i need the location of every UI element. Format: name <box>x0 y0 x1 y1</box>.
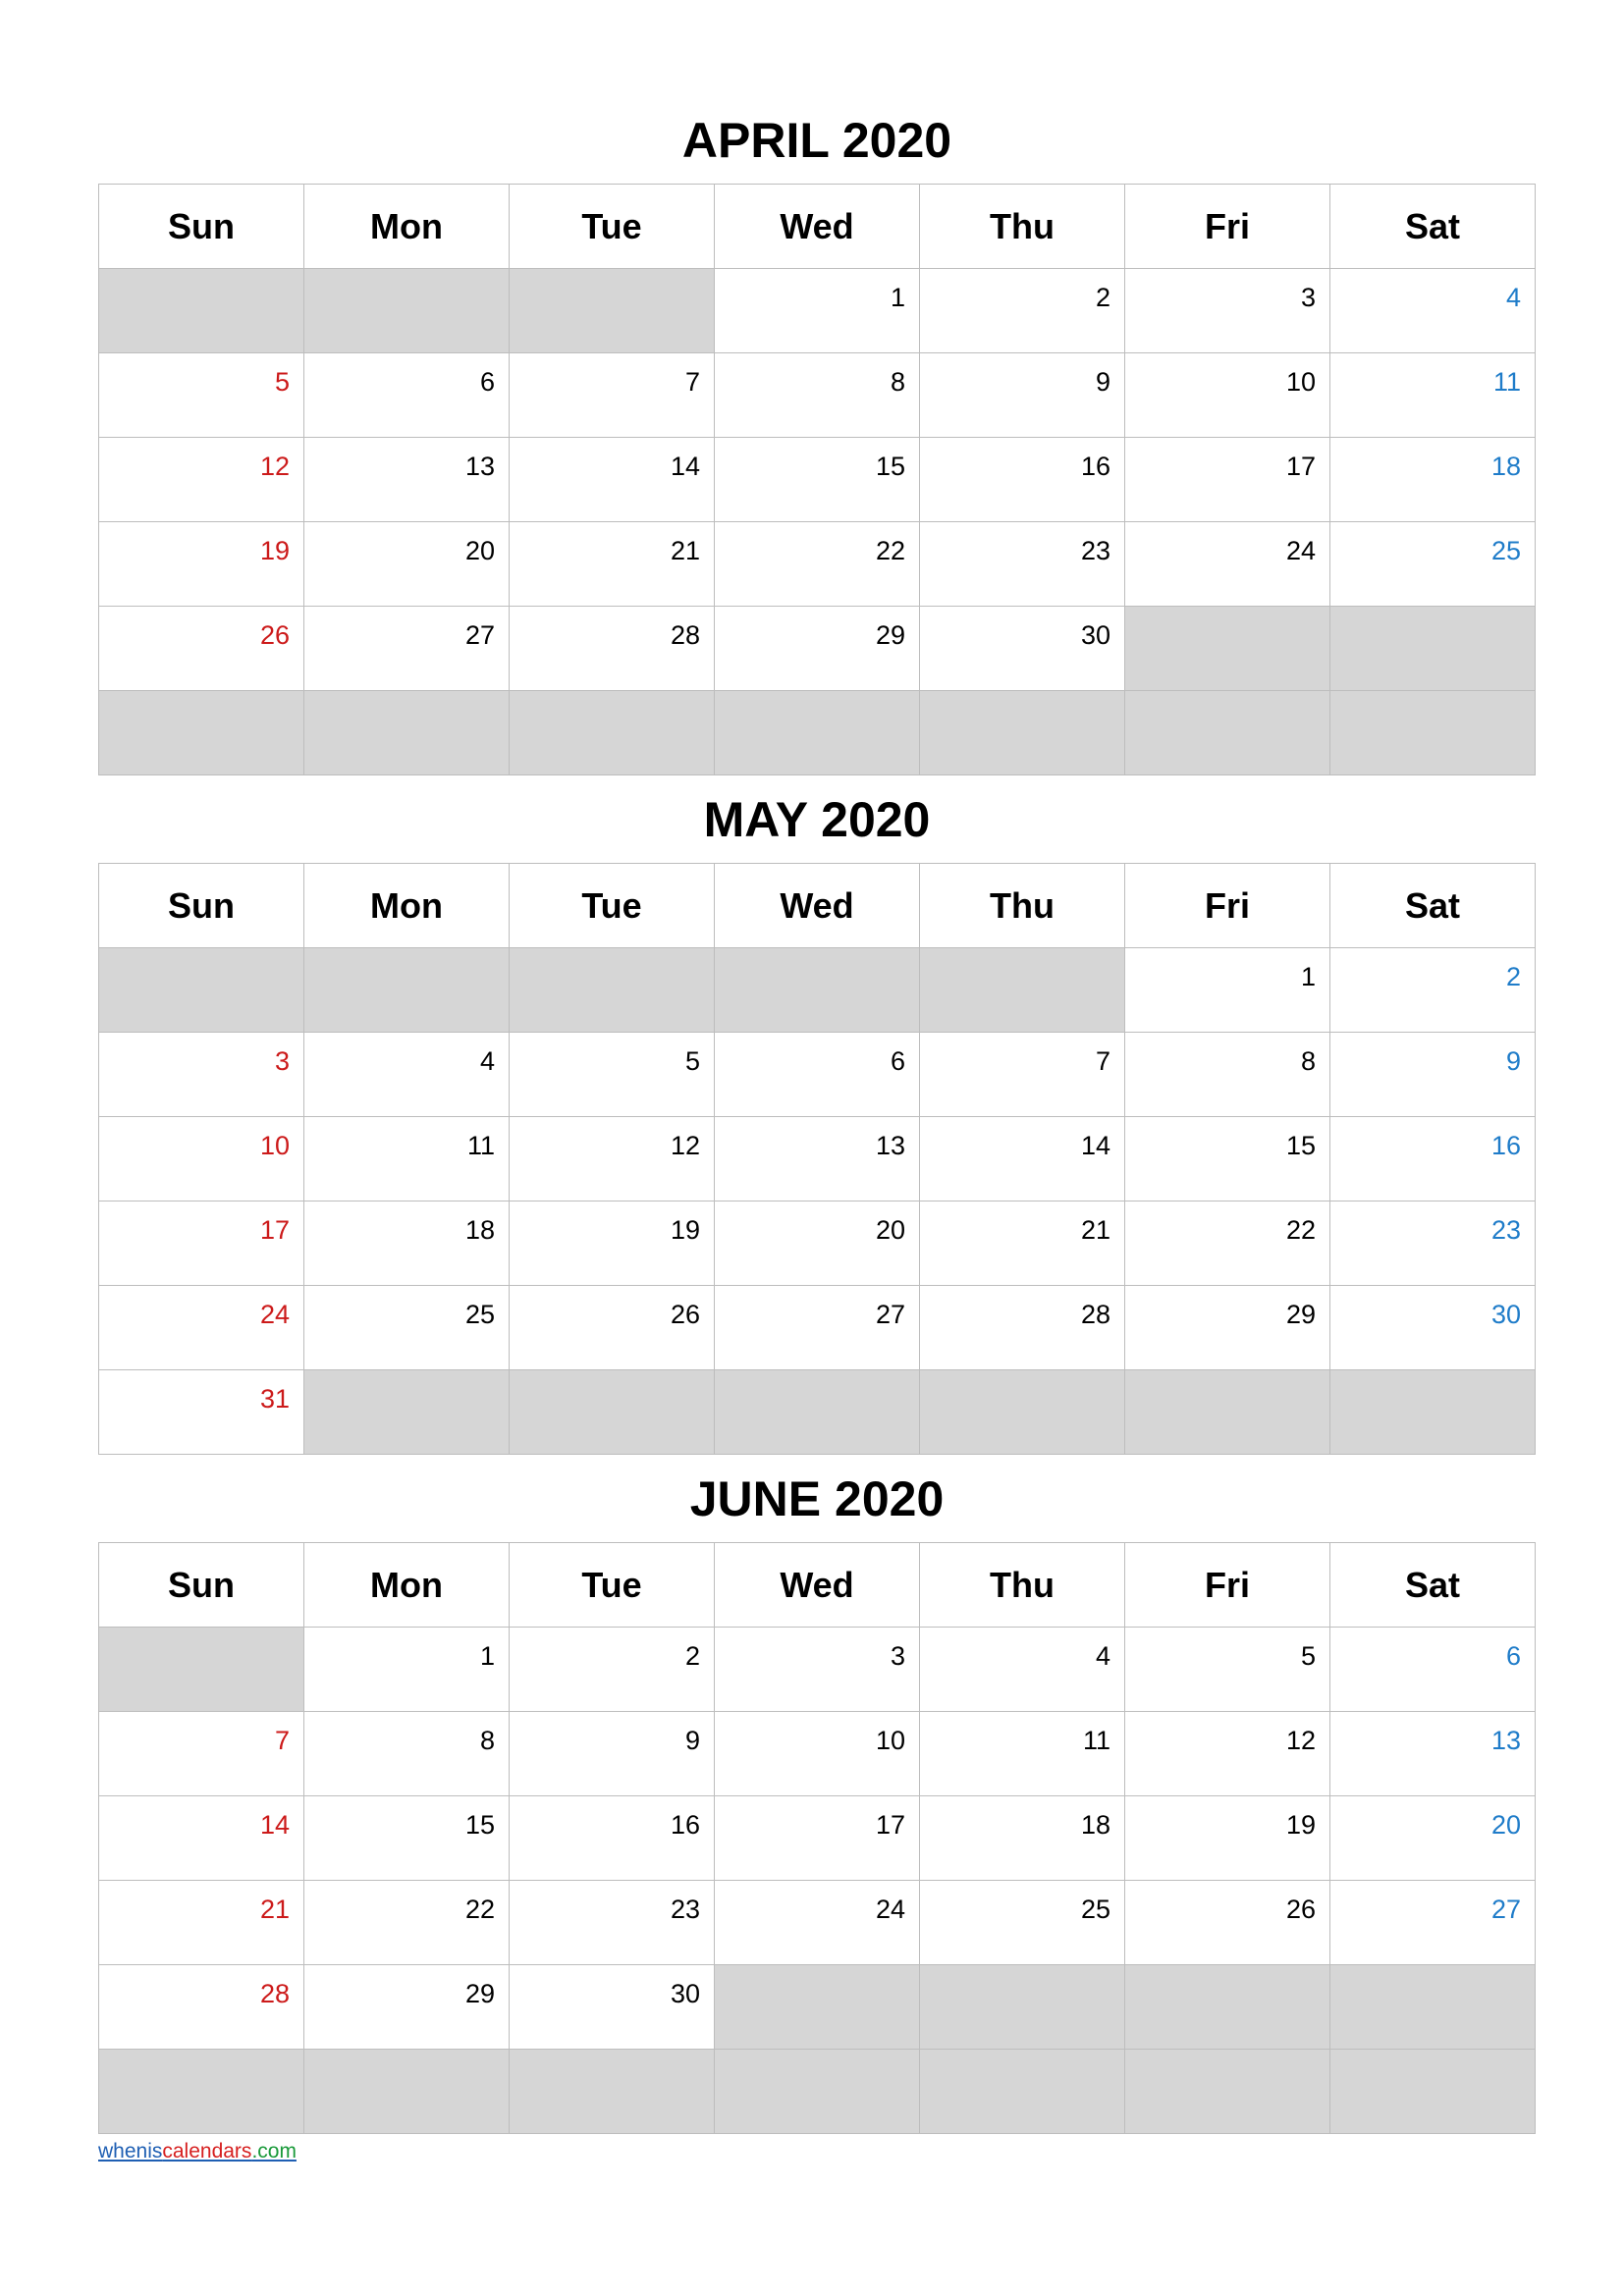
week-row <box>99 1628 1536 1712</box>
day-cell <box>715 607 920 691</box>
day-cell <box>1330 269 1536 353</box>
day-cell <box>1125 1628 1330 1712</box>
day-number: 22 <box>1285 1215 1316 1245</box>
day-number: 18 <box>1080 1810 1110 1840</box>
day-number: 11 <box>466 1131 495 1160</box>
day-cell <box>1125 1201 1330 1286</box>
day-number: 5 <box>274 367 290 397</box>
day-cell <box>920 1881 1125 1965</box>
day-number: 9 <box>1505 1046 1521 1076</box>
day-cell <box>1330 948 1536 1033</box>
day-number: 24 <box>259 1300 290 1329</box>
day-number: 7 <box>274 1726 290 1755</box>
weekday-header-row <box>99 864 1536 948</box>
day-cell <box>1330 353 1536 438</box>
day-cell <box>1330 438 1536 522</box>
day-number: 10 <box>875 1726 905 1755</box>
day-cell <box>715 269 920 353</box>
empty-day-cell <box>99 691 304 775</box>
empty-day-cell <box>304 691 510 775</box>
day-number: 15 <box>464 1810 495 1840</box>
day-number: 5 <box>1300 1641 1316 1671</box>
day-cell <box>1125 948 1330 1033</box>
weekday-header: Fri <box>1125 1543 1330 1628</box>
day-number: 19 <box>259 536 290 565</box>
day-cell <box>304 1033 510 1117</box>
day-cell <box>920 269 1125 353</box>
day-cell <box>1330 1117 1536 1201</box>
empty-day-cell <box>920 1370 1125 1455</box>
empty-day-cell <box>510 1370 715 1455</box>
month-may <box>98 775 1536 1455</box>
day-number: 10 <box>259 1131 290 1160</box>
day-cell <box>1330 1796 1536 1881</box>
day-cell <box>99 1881 304 1965</box>
empty-day-cell <box>304 269 510 353</box>
calendar-grid <box>98 1542 1536 2134</box>
day-number: 26 <box>1285 1895 1316 1924</box>
day-cell <box>715 1201 920 1286</box>
day-cell <box>1125 1286 1330 1370</box>
empty-day-cell <box>920 1965 1125 2050</box>
day-number: 20 <box>875 1215 905 1245</box>
day-cell <box>99 607 304 691</box>
day-number: 11 <box>1492 367 1521 397</box>
empty-day-cell <box>920 691 1125 775</box>
empty-day-cell <box>304 2050 510 2134</box>
day-cell <box>99 1201 304 1286</box>
day-cell <box>510 1286 715 1370</box>
day-cell <box>304 607 510 691</box>
day-cell <box>920 1712 1125 1796</box>
day-number: 28 <box>259 1979 290 2008</box>
weekday-header: Thu <box>920 864 1125 948</box>
day-cell <box>99 1712 304 1796</box>
day-cell <box>99 1117 304 1201</box>
day-cell <box>1125 269 1330 353</box>
week-row <box>99 438 1536 522</box>
day-number: 9 <box>684 1726 700 1755</box>
day-number: 19 <box>670 1215 700 1245</box>
weekday-header: Thu <box>920 185 1125 269</box>
day-cell <box>1330 522 1536 607</box>
day-cell <box>715 353 920 438</box>
empty-day-cell <box>1330 2050 1536 2134</box>
day-number: 22 <box>464 1895 495 1924</box>
weekday-header: Fri <box>1125 185 1330 269</box>
week-row <box>99 691 1536 775</box>
weekday-header: Mon <box>304 185 510 269</box>
day-cell <box>1125 1712 1330 1796</box>
day-number: 3 <box>890 1641 905 1671</box>
day-number: 24 <box>875 1895 905 1924</box>
week-row <box>99 1796 1536 1881</box>
day-cell <box>510 1881 715 1965</box>
calendar-grid <box>98 184 1536 775</box>
day-number: 23 <box>1490 1215 1521 1245</box>
weekday-header: Tue <box>510 1543 715 1628</box>
weekday-header: Mon <box>304 864 510 948</box>
day-number: 20 <box>1490 1810 1521 1840</box>
day-number: 1 <box>890 283 905 312</box>
day-cell <box>1125 1881 1330 1965</box>
day-number: 24 <box>1285 536 1316 565</box>
day-cell <box>920 1286 1125 1370</box>
empty-day-cell <box>1330 607 1536 691</box>
empty-day-cell <box>1125 691 1330 775</box>
day-cell <box>1125 1796 1330 1881</box>
day-cell <box>920 1628 1125 1712</box>
day-number: 18 <box>464 1215 495 1245</box>
day-number: 8 <box>890 367 905 397</box>
day-cell <box>920 438 1125 522</box>
weekday-header-row <box>99 185 1536 269</box>
empty-day-cell <box>715 1965 920 2050</box>
day-number: 27 <box>875 1300 905 1329</box>
day-cell <box>920 1796 1125 1881</box>
week-row <box>99 269 1536 353</box>
day-number: 11 <box>1082 1726 1110 1755</box>
day-cell <box>715 522 920 607</box>
day-cell <box>99 1965 304 2050</box>
weekday-header: Sat <box>1330 1543 1536 1628</box>
day-number: 21 <box>1080 1215 1110 1245</box>
weekday-header: Wed <box>715 185 920 269</box>
day-cell <box>510 1033 715 1117</box>
day-cell <box>1330 1201 1536 1286</box>
day-cell <box>920 522 1125 607</box>
empty-day-cell <box>99 269 304 353</box>
day-number: 2 <box>1095 283 1110 312</box>
day-number: 26 <box>259 620 290 650</box>
day-cell <box>99 353 304 438</box>
weekday-header: Sat <box>1330 864 1536 948</box>
day-number: 9 <box>1095 367 1110 397</box>
day-number: 18 <box>1490 452 1521 481</box>
day-number: 5 <box>684 1046 700 1076</box>
calendar-grid <box>98 863 1536 1455</box>
day-number: 28 <box>1080 1300 1110 1329</box>
day-cell <box>920 607 1125 691</box>
footer-link-part: calendars <box>162 2140 252 2163</box>
day-cell <box>304 1796 510 1881</box>
day-number: 26 <box>670 1300 700 1329</box>
weekday-header: Sun <box>99 1543 304 1628</box>
day-number: 8 <box>479 1726 495 1755</box>
weekday-header: Tue <box>510 864 715 948</box>
empty-day-cell <box>304 1370 510 1455</box>
day-cell <box>1125 522 1330 607</box>
empty-day-cell <box>1330 691 1536 775</box>
week-row <box>99 1712 1536 1796</box>
month-june <box>98 1455 1536 2134</box>
day-number: 15 <box>1285 1131 1316 1160</box>
week-row <box>99 1286 1536 1370</box>
day-cell <box>304 1628 510 1712</box>
day-number: 25 <box>1080 1895 1110 1924</box>
week-row <box>99 522 1536 607</box>
empty-day-cell <box>715 2050 920 2134</box>
day-number: 3 <box>274 1046 290 1076</box>
weekday-header: Wed <box>715 1543 920 1628</box>
day-number: 17 <box>1285 452 1316 481</box>
weekday-header: Wed <box>715 864 920 948</box>
day-cell <box>1330 1628 1536 1712</box>
day-cell <box>304 353 510 438</box>
day-number: 23 <box>670 1895 700 1924</box>
day-cell <box>920 1201 1125 1286</box>
day-cell <box>715 1881 920 1965</box>
empty-day-cell <box>304 948 510 1033</box>
day-cell <box>99 438 304 522</box>
day-number: 14 <box>1080 1131 1110 1160</box>
empty-day-cell <box>715 691 920 775</box>
empty-day-cell <box>510 269 715 353</box>
week-row <box>99 948 1536 1033</box>
weekday-header: Sun <box>99 864 304 948</box>
empty-day-cell <box>99 1628 304 1712</box>
weekday-header: Fri <box>1125 864 1330 948</box>
day-number: 29 <box>464 1979 495 2008</box>
empty-day-cell <box>99 948 304 1033</box>
day-cell <box>920 1117 1125 1201</box>
day-number: 2 <box>684 1641 700 1671</box>
day-cell <box>715 1286 920 1370</box>
day-number: 13 <box>1490 1726 1521 1755</box>
day-cell <box>99 1033 304 1117</box>
week-row <box>99 1881 1536 1965</box>
day-cell <box>920 1033 1125 1117</box>
week-row <box>99 1370 1536 1455</box>
empty-day-cell <box>510 2050 715 2134</box>
day-number: 27 <box>464 620 495 650</box>
day-number: 15 <box>875 452 905 481</box>
weekday-header: Sun <box>99 185 304 269</box>
day-number: 3 <box>1300 283 1316 312</box>
day-cell <box>510 1201 715 1286</box>
week-row <box>99 1965 1536 2050</box>
day-number: 28 <box>670 620 700 650</box>
empty-day-cell <box>1330 1370 1536 1455</box>
day-cell <box>510 1965 715 2050</box>
day-number: 21 <box>259 1895 290 1924</box>
day-cell <box>715 1796 920 1881</box>
day-cell <box>1330 1286 1536 1370</box>
day-number: 17 <box>259 1215 290 1245</box>
weekday-header: Thu <box>920 1543 1125 1628</box>
day-cell <box>1330 1881 1536 1965</box>
day-number: 4 <box>1095 1641 1110 1671</box>
day-number: 12 <box>259 452 290 481</box>
day-cell <box>715 1117 920 1201</box>
day-cell <box>510 1628 715 1712</box>
empty-day-cell <box>920 948 1125 1033</box>
day-cell <box>510 1712 715 1796</box>
week-row <box>99 1117 1536 1201</box>
empty-day-cell <box>1125 607 1330 691</box>
day-number: 6 <box>1505 1641 1521 1671</box>
day-number: 1 <box>479 1641 495 1671</box>
day-number: 7 <box>684 367 700 397</box>
day-cell <box>304 1117 510 1201</box>
day-number: 30 <box>1080 620 1110 650</box>
day-number: 14 <box>670 452 700 481</box>
day-number: 21 <box>670 536 700 565</box>
day-number: 19 <box>1285 1810 1316 1840</box>
month-april <box>98 96 1536 775</box>
day-number: 20 <box>464 536 495 565</box>
footer-link-part: whenis <box>98 2140 163 2163</box>
weekday-header: Mon <box>304 1543 510 1628</box>
day-cell <box>304 1712 510 1796</box>
day-number: 29 <box>1285 1300 1316 1329</box>
day-number: 13 <box>875 1131 905 1160</box>
day-number: 13 <box>464 452 495 481</box>
day-cell <box>510 438 715 522</box>
day-number: 7 <box>1095 1046 1110 1076</box>
day-number: 6 <box>890 1046 905 1076</box>
day-cell <box>1330 1033 1536 1117</box>
month-title: MAY 2020 <box>703 792 931 847</box>
weekday-header: Tue <box>510 185 715 269</box>
day-cell <box>510 607 715 691</box>
day-number: 4 <box>1505 283 1521 312</box>
day-cell <box>1125 353 1330 438</box>
day-number: 29 <box>875 620 905 650</box>
day-cell <box>304 1881 510 1965</box>
empty-day-cell <box>510 948 715 1033</box>
day-number: 4 <box>479 1046 495 1076</box>
week-row <box>99 1033 1536 1117</box>
week-row <box>99 353 1536 438</box>
weekday-header-row <box>99 1543 1536 1628</box>
day-number: 27 <box>1490 1895 1521 1924</box>
day-cell <box>304 438 510 522</box>
day-number: 16 <box>1080 452 1110 481</box>
day-cell <box>304 1201 510 1286</box>
day-cell <box>1330 1712 1536 1796</box>
day-number: 10 <box>1285 367 1316 397</box>
weekday-header: Sat <box>1330 185 1536 269</box>
day-cell <box>99 1796 304 1881</box>
day-cell <box>1125 1117 1330 1201</box>
day-cell <box>304 1286 510 1370</box>
empty-day-cell <box>1125 1370 1330 1455</box>
day-cell <box>510 353 715 438</box>
empty-day-cell <box>1125 1965 1330 2050</box>
day-cell <box>99 522 304 607</box>
empty-day-cell <box>715 1370 920 1455</box>
day-number: 25 <box>464 1300 495 1329</box>
empty-day-cell <box>99 2050 304 2134</box>
week-row <box>99 1201 1536 1286</box>
month-title: APRIL 2020 <box>681 113 952 168</box>
empty-day-cell <box>1125 2050 1330 2134</box>
month-title: JUNE 2020 <box>689 1471 945 1526</box>
day-cell <box>920 353 1125 438</box>
footer-site-link[interactable] <box>98 2140 297 2163</box>
day-number: 1 <box>1300 962 1316 991</box>
week-row <box>99 2050 1536 2134</box>
day-number: 12 <box>670 1131 700 1160</box>
day-number: 2 <box>1505 962 1521 991</box>
day-number: 25 <box>1490 536 1521 565</box>
day-number: 8 <box>1300 1046 1316 1076</box>
day-cell <box>715 1628 920 1712</box>
day-cell <box>715 1033 920 1117</box>
footer-link-part: .com <box>251 2140 297 2163</box>
day-cell <box>99 1286 304 1370</box>
empty-day-cell <box>920 2050 1125 2134</box>
day-cell <box>510 522 715 607</box>
empty-day-cell <box>715 948 920 1033</box>
day-number: 22 <box>875 536 905 565</box>
empty-day-cell <box>1330 1965 1536 2050</box>
day-cell <box>715 438 920 522</box>
day-number: 16 <box>1490 1131 1521 1160</box>
day-number: 30 <box>1490 1300 1521 1329</box>
day-number: 14 <box>259 1810 290 1840</box>
week-row <box>99 607 1536 691</box>
day-cell <box>715 1712 920 1796</box>
day-cell <box>1125 438 1330 522</box>
day-number: 17 <box>875 1810 905 1840</box>
day-cell <box>304 1965 510 2050</box>
day-cell <box>1125 1033 1330 1117</box>
day-cell <box>510 1117 715 1201</box>
day-number: 23 <box>1080 536 1110 565</box>
day-number: 30 <box>670 1979 700 2008</box>
day-number: 6 <box>479 367 495 397</box>
day-number: 12 <box>1285 1726 1316 1755</box>
day-cell <box>304 522 510 607</box>
day-number: 16 <box>670 1810 700 1840</box>
day-cell <box>99 1370 304 1455</box>
day-cell <box>510 1796 715 1881</box>
empty-day-cell <box>510 691 715 775</box>
day-number: 31 <box>259 1384 290 1414</box>
